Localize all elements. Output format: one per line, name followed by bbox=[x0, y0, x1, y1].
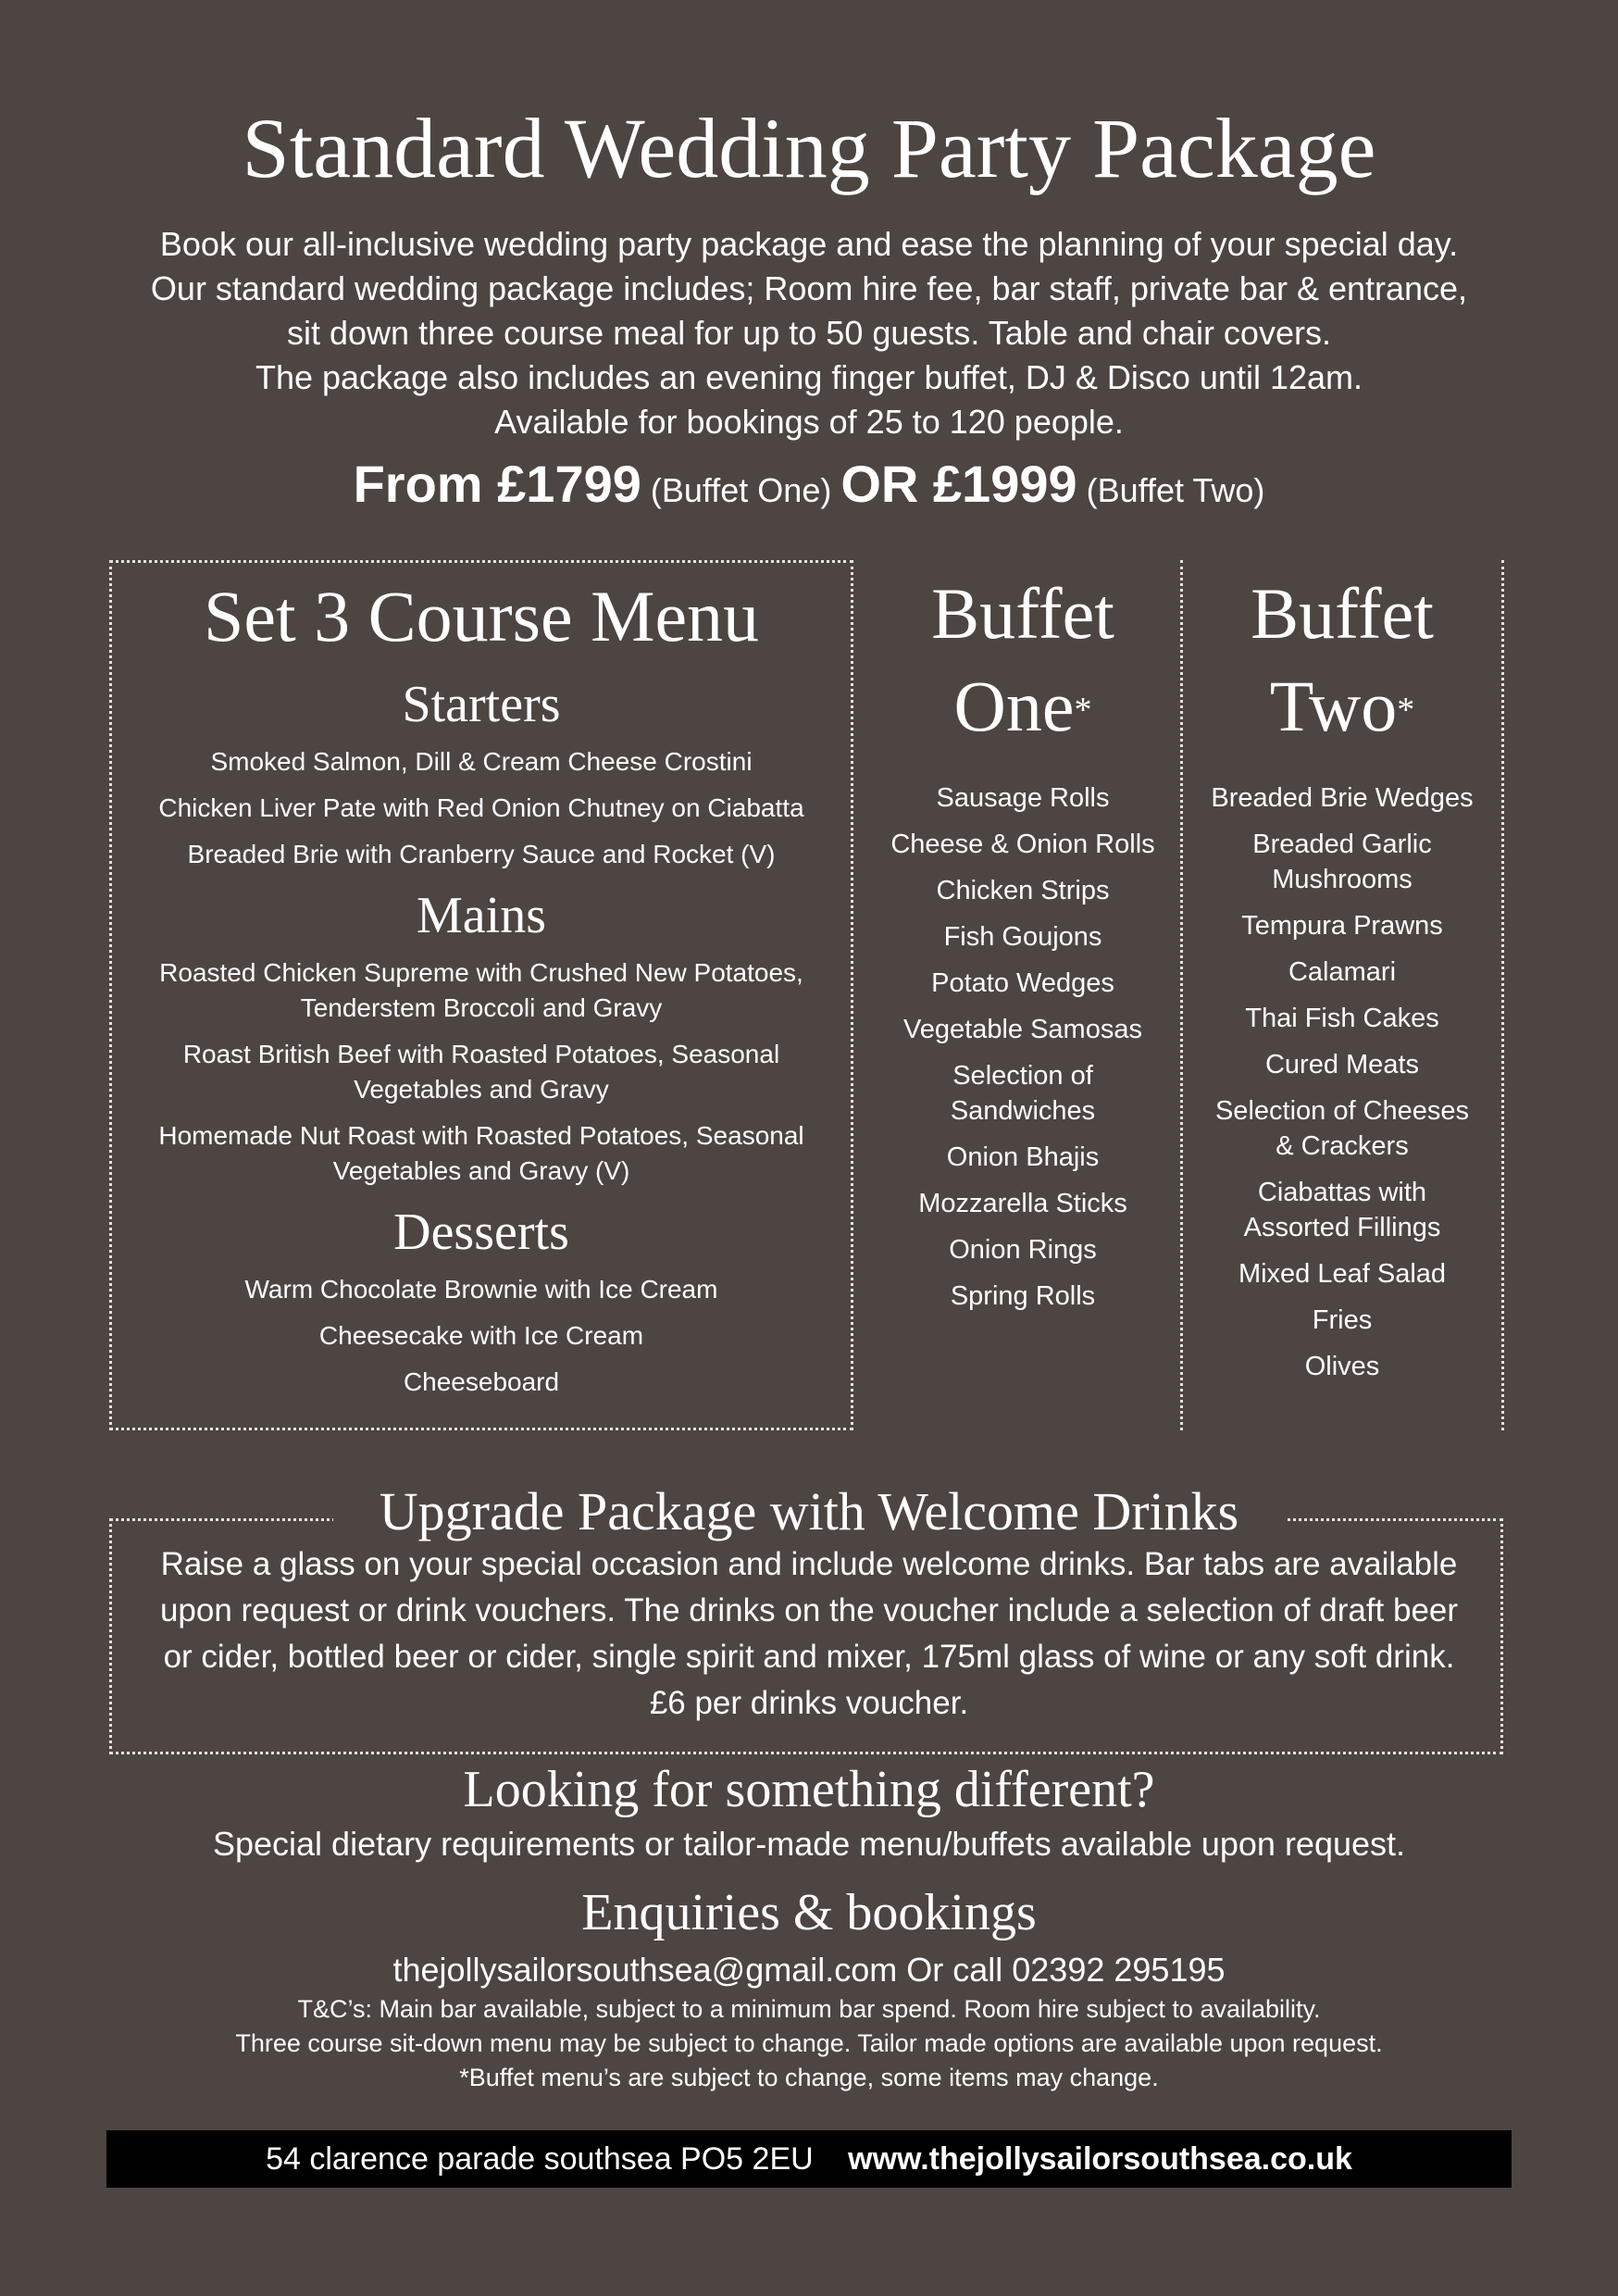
set-menu-title: Set 3 Course Menu bbox=[203, 576, 760, 656]
mains-title: Mains bbox=[417, 887, 546, 944]
footer-website: www.thejollysailorsouthsea.co.uk bbox=[848, 2141, 1352, 2177]
footer-address: 54 clarence parade southsea PO5 2EU bbox=[266, 2141, 814, 2177]
footer-bar bbox=[106, 2130, 1512, 2188]
buffet-two-title-line1: Buffet bbox=[1251, 573, 1434, 654]
menu-item: Breaded Brie with Cranberry Sauce and Rocket (V) bbox=[187, 840, 776, 868]
price-buffet-two: OR £1999 bbox=[840, 455, 1077, 513]
buffet-one-title-line1: Buffet bbox=[931, 573, 1114, 654]
intro-text bbox=[93, 222, 1525, 444]
buffet-item: Ciabattas with Assorted Fillings bbox=[1243, 1178, 1441, 1242]
price-note-two: (Buffet Two) bbox=[1086, 471, 1265, 509]
buffet-item: Selection of Sandwiches bbox=[950, 1061, 1096, 1126]
menu-item: Cheesecake with Ice Cream bbox=[318, 1321, 644, 1350]
contact-line: thejollysailorsouthsea@gmail.com Or call 02392 295195 bbox=[392, 1951, 1226, 1989]
desserts-list bbox=[112, 1272, 851, 1400]
starters-list bbox=[112, 744, 851, 872]
buffet-item: Breaded Garlic Mushrooms bbox=[1252, 830, 1432, 894]
buffet-item: Thai Fish Cakes bbox=[1245, 1004, 1439, 1033]
different-title: Looking for something different? bbox=[463, 1761, 1155, 1818]
buffet-item: Fries bbox=[1312, 1305, 1373, 1335]
buffet-two-title-word: Two bbox=[1269, 666, 1398, 746]
buffet-two-title bbox=[1183, 568, 1501, 753]
asterisk: * bbox=[1074, 691, 1092, 730]
desserts-title: Desserts bbox=[393, 1204, 569, 1261]
menu-item: Homemade Nut Roast with Roasted Potatoes, Seasonal Vegetables and Gravy (V) bbox=[158, 1121, 804, 1185]
terms-line: T&C’s: Main bar available, subject to a minimum bar spend. Room hire subject to availability. bbox=[297, 1995, 1321, 2023]
buffet-one-title bbox=[865, 568, 1180, 753]
buffet-item: Onion Bhajis bbox=[946, 1142, 1100, 1172]
terms-and-conditions bbox=[0, 1992, 1618, 2095]
mains-list bbox=[112, 955, 851, 1189]
buffet-item: Tempura Prawns bbox=[1241, 911, 1443, 941]
buffet-item: Cured Meats bbox=[1264, 1050, 1419, 1079]
price-note-one: (Buffet One) bbox=[650, 471, 832, 509]
buffet-one-title-word: One bbox=[953, 666, 1075, 746]
buffet-item: Olives bbox=[1304, 1352, 1380, 1381]
buffet-item: Calamari bbox=[1288, 957, 1397, 987]
upgrade-text: Raise a glass on your special occasion and include welcome drinks. Bar tabs are available upon request or drink vouchers. The drinks on the voucher include a selection of draft beer or cider, bottled beer or cider, single spirit and mixer, 175ml glass of wine or any soft drink. £6 per drinks voucher. bbox=[159, 1546, 1459, 1721]
buffet-two-title-line2 bbox=[1183, 660, 1501, 753]
terms-line: Three course sit-down menu may be subject to change. Tailor made options are available upon request. bbox=[235, 2029, 1383, 2057]
buffet-item: Sausage Rolls bbox=[936, 783, 1110, 813]
menu-item: Smoked Salmon, Dill & Cream Cheese Crostini bbox=[210, 747, 753, 776]
buffet-item: Breaded Brie Wedges bbox=[1211, 783, 1474, 813]
buffet-two-column bbox=[1180, 560, 1504, 1430]
buffet-item: Vegetable Samosas bbox=[903, 1015, 1142, 1044]
menu-item: Roasted Chicken Supreme with Crushed New Potatoes, Tenderstem Broccoli and Gravy bbox=[159, 958, 803, 1022]
menu-item: Chicken Liver Pate with Red Onion Chutney on Ciabatta bbox=[158, 793, 804, 822]
menu-item: Warm Chocolate Brownie with Ice Cream bbox=[244, 1275, 718, 1304]
buffet-item: Mixed Leaf Salad bbox=[1238, 1259, 1447, 1289]
buffet-item: Spring Rolls bbox=[950, 1281, 1096, 1311]
buffet-item: Mozzarella Sticks bbox=[918, 1189, 1127, 1218]
enquiries-title: Enquiries & bookings bbox=[581, 1884, 1037, 1941]
buffet-one-title-line2 bbox=[865, 660, 1180, 753]
intro-line: The package also includes an evening finger buffet, DJ & Disco until 12am. bbox=[255, 358, 1363, 396]
buffet-item: Fish Goujons bbox=[943, 922, 1102, 952]
intro-line: Our standard wedding package includes; Room hire fee, bar staff, private bar & entrance, bbox=[150, 269, 1468, 307]
different-text: Special dietary requirements or tailor-made menu/buffets available upon request. bbox=[212, 1825, 1406, 1863]
set-menu-box bbox=[109, 560, 853, 1430]
buffet-item: Chicken Strips bbox=[936, 876, 1110, 905]
intro-line: Book our all-inclusive wedding party package and ease the planning of your special day. bbox=[159, 225, 1459, 263]
buffet-one-column bbox=[865, 560, 1180, 1430]
page-title: Standard Wedding Party Package bbox=[242, 101, 1376, 195]
buffet-item: Potato Wedges bbox=[931, 968, 1114, 998]
intro-line: Available for bookings of 25 to 120 people. bbox=[494, 403, 1124, 441]
menu-item: Roast British Beef with Roasted Potatoes, Seasonal Vegetables and Gravy bbox=[182, 1040, 780, 1104]
buffet-item: Cheese & Onion Rolls bbox=[890, 830, 1155, 859]
buffet-two-list bbox=[1183, 780, 1501, 1384]
upgrade-title: Upgrade Package with Welcome Drinks bbox=[333, 1479, 1285, 1544]
buffet-one-list bbox=[865, 780, 1180, 1314]
intro-line: sit down three course meal for up to 50 guests. Table and chair covers. bbox=[287, 314, 1331, 352]
menu-item: Cheeseboard bbox=[403, 1367, 560, 1396]
buffet-item: Selection of Cheeses & Crackers bbox=[1214, 1096, 1470, 1161]
asterisk: * bbox=[1397, 691, 1415, 730]
price-buffet-one: From £1799 bbox=[353, 455, 641, 513]
starters-title: Starters bbox=[402, 676, 561, 733]
buffet-item: Onion Rings bbox=[949, 1235, 1097, 1265]
price-line bbox=[0, 452, 1618, 523]
terms-line: *Buffet menu’s are subject to change, some items may change. bbox=[459, 2064, 1159, 2091]
